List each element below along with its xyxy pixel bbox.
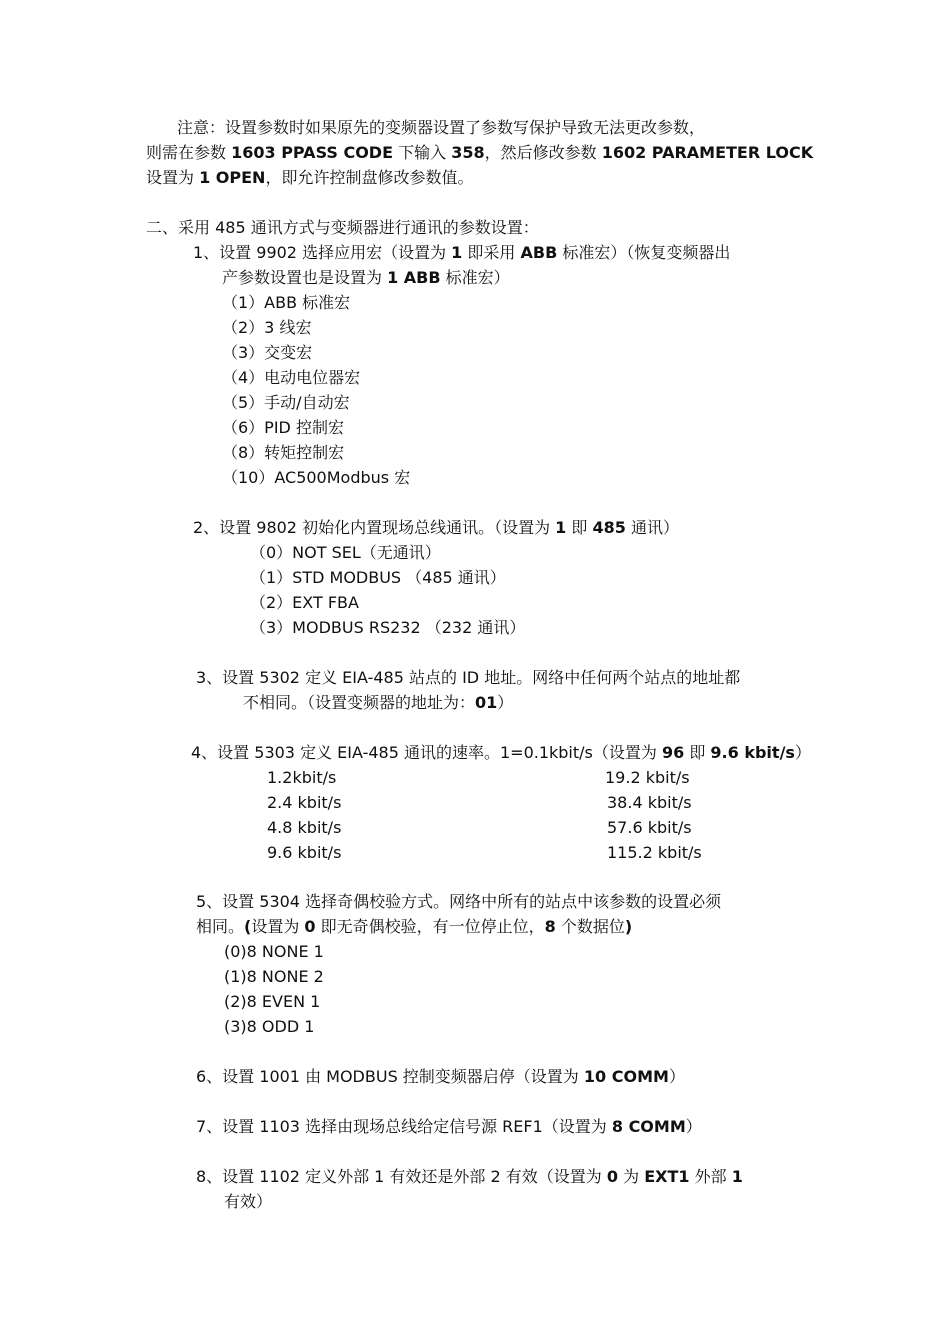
- list-item: （0）NOT SEL（无通讯）: [250, 543, 441, 562]
- param-value: 0: [304, 917, 316, 936]
- item-8-line-2: 有效）: [224, 1192, 273, 1211]
- item-3-line-1: 3、设置 5302 定义 EIA-485 站点的 ID 地址。网络中任何两个站点的地址都: [196, 668, 741, 687]
- list-item: （5）手动/自动宏: [222, 393, 350, 412]
- note-line-3: [146, 165, 473, 190]
- item-8-line-1: [196, 1164, 743, 1189]
- param-value: 1 ABB: [387, 268, 441, 287]
- item-text: 不相同。（设置变频器的地址为：: [243, 693, 476, 712]
- list-item: （1）ABB 标准宏: [222, 293, 351, 312]
- item-text: 个数据位: [555, 917, 625, 936]
- param-value: 96: [661, 743, 685, 762]
- item-5-line-2: [196, 914, 632, 939]
- param-value: EXT1: [644, 1167, 690, 1186]
- rate-right: 115.2 kbit/s: [607, 843, 702, 862]
- item-4-line-1: [191, 740, 811, 765]
- item-6: [196, 1064, 685, 1089]
- list-item: (0)8 NONE 1: [224, 942, 324, 961]
- rate-right: 38.4 kbit/s: [607, 793, 692, 812]
- item-text: 外部: [689, 1167, 732, 1186]
- item-text: 8、设置 1102 定义外部 1 有效还是外部 2 有效（设置为: [196, 1167, 607, 1186]
- list-item: （8）转矩控制宏: [222, 443, 345, 462]
- param-value: 8 COMM: [611, 1117, 686, 1136]
- note-line-1: [177, 115, 705, 140]
- item-7: [196, 1114, 702, 1139]
- item-1-line-2: [222, 265, 510, 290]
- item-text: 即: [566, 518, 593, 537]
- item-text: ）: [497, 693, 514, 712]
- list-item: (3)8 ODD 1: [224, 1017, 315, 1036]
- rate-left: 4.8 kbit/s: [267, 818, 342, 837]
- rate-left: 9.6 kbit/s: [267, 843, 342, 862]
- note-text: 则需在参数: [146, 143, 232, 162]
- list-item: （4）电动电位器宏: [222, 368, 361, 387]
- item-text: 7、设置 1103 选择由现场总线给定信号源 REF1（设置为: [196, 1117, 612, 1136]
- note-text: 设置为: [146, 168, 200, 187]
- item-text: ）: [685, 1117, 702, 1136]
- param-value: 10 COMM: [583, 1067, 669, 1086]
- param-code: 1603 PPASS CODE: [231, 143, 394, 162]
- item-5-line-1: 5、设置 5304 选择奇偶校验方式。网络中所有的站点中该参数的设置必须: [196, 892, 722, 911]
- paren: (: [244, 917, 252, 936]
- item-text: 4、设置 5303 定义 EIA-485 通讯的速率。1=0.1kbit/s（设置为: [191, 743, 662, 762]
- list-item: （3）MODBUS RS232 （232 通讯）: [250, 618, 526, 637]
- item-text: 为: [618, 1167, 645, 1186]
- param-value: 8: [544, 917, 556, 936]
- item-text: 2、设置 9802 初始化内置现场总线通讯。（设置为: [193, 518, 556, 537]
- paren: ): [624, 917, 633, 936]
- item-text: 即无奇偶校验，有一位停止位，: [315, 917, 545, 936]
- item-text: ）: [668, 1067, 685, 1086]
- note-line-2: [146, 140, 813, 165]
- param-value: 0: [606, 1167, 619, 1186]
- item-text: 即采用: [462, 243, 521, 262]
- item-text: 设置为: [251, 917, 305, 936]
- item-text: 6、设置 1001 由 MODBUS 控制变频器启停（设置为: [196, 1067, 584, 1086]
- list-item: （2）3 线宏: [222, 318, 312, 337]
- param-code: 1602 PARAMETER LOCK: [601, 143, 814, 162]
- note-text: ，即允许控制盘修改参数值。: [265, 168, 474, 187]
- note-text: 下输入: [393, 143, 452, 162]
- item-2-line-1: [193, 515, 679, 540]
- rate-right: 57.6 kbit/s: [607, 818, 692, 837]
- list-item: （1）STD MODBUS （485 通讯）: [250, 568, 506, 587]
- item-3-line-2: [243, 690, 513, 715]
- list-item: （3）交变宏: [222, 343, 313, 362]
- param-value: 485: [592, 518, 626, 537]
- param-value: 9.6 kbit/s: [710, 743, 795, 762]
- rate-left: 2.4 kbit/s: [267, 793, 342, 812]
- list-item: (1)8 NONE 2: [224, 967, 324, 986]
- item-text: 标准宏）（恢复变频器出: [557, 243, 731, 262]
- note-text: ，然后修改参数: [484, 143, 602, 162]
- item-text: 1、设置 9902 选择应用宏（设置为: [193, 243, 452, 262]
- item-text: 标准宏）: [440, 268, 510, 287]
- param-value: 1 OPEN: [199, 168, 266, 187]
- item-text: 即: [684, 743, 711, 762]
- item-1-line-1: [193, 240, 730, 265]
- rate-left: 1.2kbit/s: [267, 768, 337, 787]
- rate-right: 19.2 kbit/s: [605, 768, 690, 787]
- item-text: 通讯）: [625, 518, 679, 537]
- list-item: （2）EXT FBA: [250, 593, 359, 612]
- list-item: （6）PID 控制宏: [222, 418, 344, 437]
- item-text: 产参数设置也是设置为: [222, 268, 388, 287]
- section-title: 二、采用 485 通讯方式与变频器进行通讯的参数设置：: [146, 218, 539, 237]
- param-value: 1: [731, 1167, 743, 1186]
- list-item: （10）AC500Modbus 宏: [222, 468, 411, 487]
- param-value: 1: [555, 518, 567, 537]
- item-text: 相同。: [196, 917, 245, 936]
- note-text: 注意：设置参数时如果原先的变频器设置了参数写保护导致无法更改参数，: [177, 118, 706, 137]
- item-text: ）: [794, 743, 811, 762]
- param-value: 1: [451, 243, 463, 262]
- param-value: 358: [451, 143, 485, 162]
- param-value: ABB: [520, 243, 558, 262]
- list-item: (2)8 EVEN 1: [224, 992, 321, 1011]
- param-value: 01: [475, 693, 498, 712]
